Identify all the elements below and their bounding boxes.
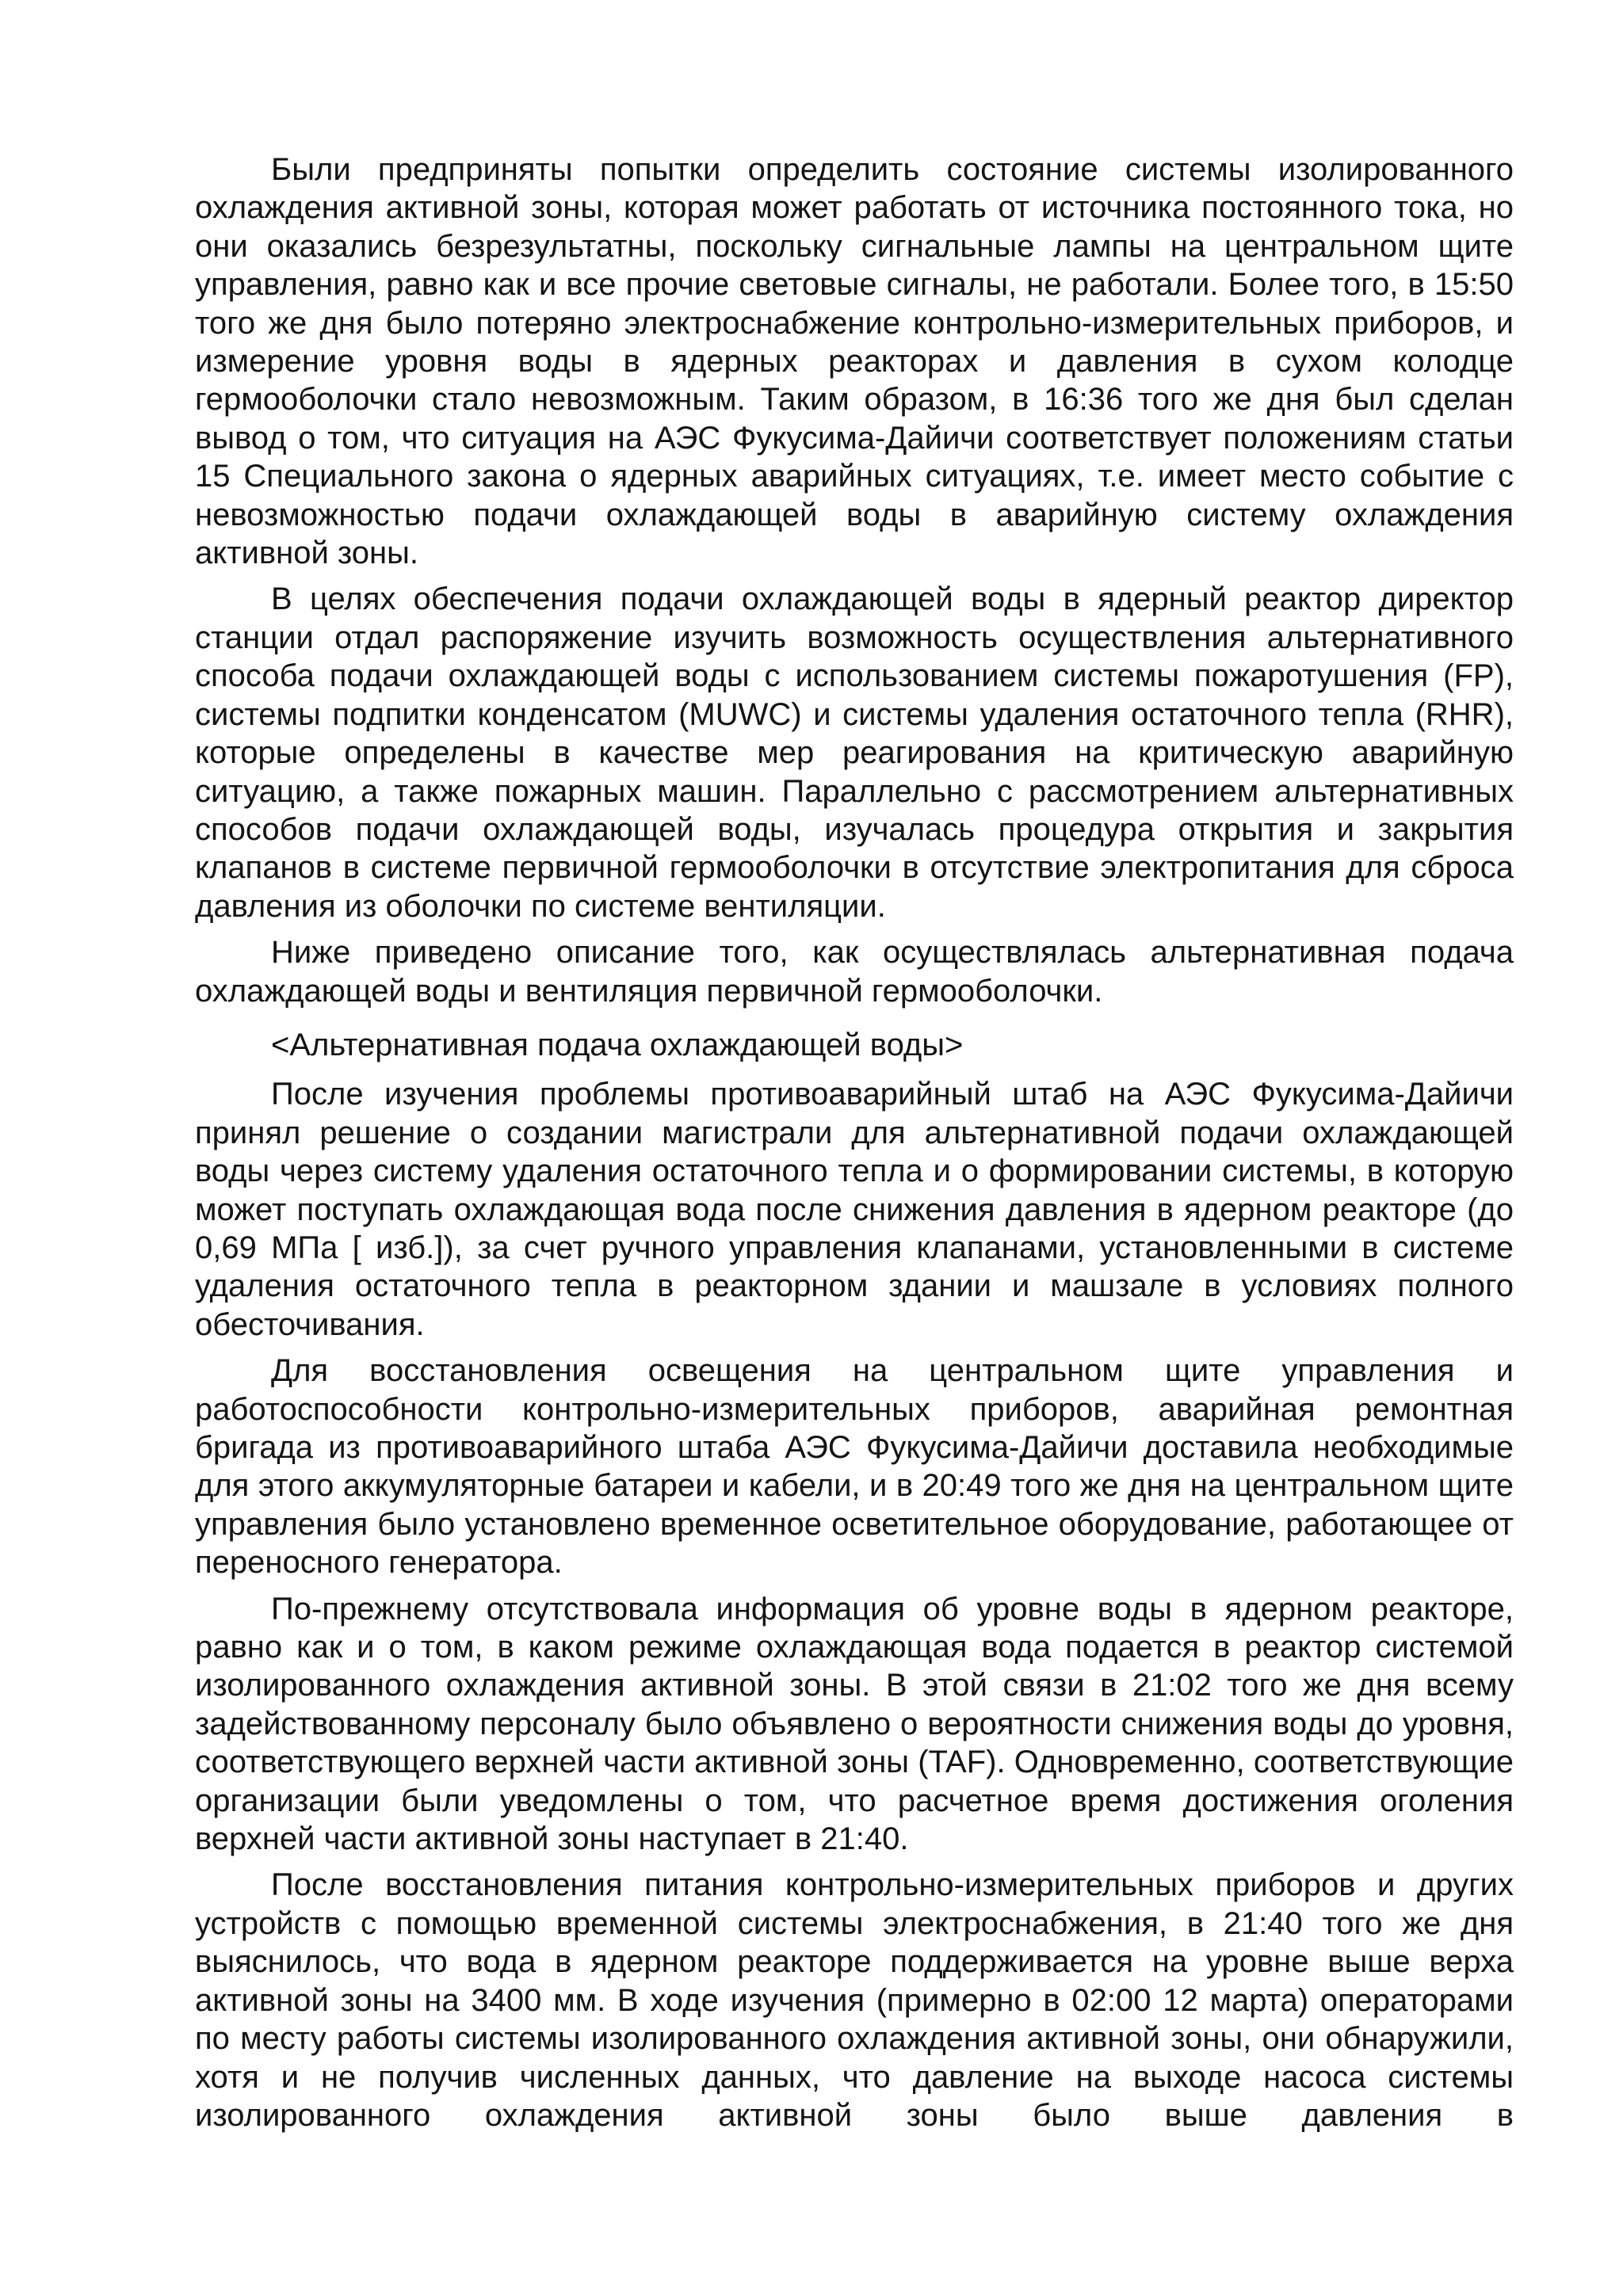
paragraph-lighting-restoration: Для восстановления освещения на центральном щите управления и работоспособности контрольно-измерительных приборов, аварийная ремонтная бригада из противоаварийного штаба АЭС Фукусима-Дайичи доставила необходимые для этого аккумуляторные батареи и кабели, и в 20:49 того же дня на центральном щите управления было установлено временное осветительное оборудование, работающее от переносного генератора. — [195, 1353, 1514, 1581]
paragraph-rhr-line-decision: После изучения проблемы противоаварийный штаб на АЭС Фукусима-Дайичи принял решение о создании магистрали для альтернативной подачи охлаждающей воды через систему удаления остаточного тепла и о формировании системы, в которую может поступать охлаждающая вода после снижения давления в ядерном реакторе (до 0,69 МПа [ изб.]), за счет ручного управления клапанами, установленными в системе удаления остаточного тепла в реакторном здании и машзале в условиях полного обесточивания. — [195, 1077, 1514, 1342]
paragraph-description-intro: Ниже приведено описание того, как осуществлялась альтернативная подача охлаждающей воды и вентиляция первичной гермооболочки. — [195, 935, 1514, 1009]
paragraph-water-level-unknown: По-прежнему отсутствовала информация об уровне воды в ядерном реакторе, равно как и о том, в каком режиме охлаждающая вода подается в реактор системой изолированного охлаждения активной зоны. В этой связи в 21:02 того же дня всему задействованному персоналу было объявлено о вероятности снижения воды до уровня, соответствующего верхней части активной зоны (TAF). Одновременно, соответствующие организации были уведомлены о том, что расчетное время достижения оголения верхней части активной зоны наступает в 21:40. — [195, 1591, 1514, 1857]
document-body — [195, 151, 1514, 2142]
paragraph-alternative-water-supply-order: В целях обеспечения подачи охлаждающей воды в ядерный реактор директор станции отдал распоряжение изучить возможность осуществления альтернативного способа подачи охлаждающей воды с использованием системы пожаротушения (FP), системы подпитки конденсатом (MUWC) и системы удаления остаточного тепла (RHR), которые определены в качестве мер реагирования на критическую аварийную ситуацию, а также пожарных машин. Параллельно с рассмотрением альтернативных способов подачи охлаждающей воды, изучалась процедура открытия и закрытия клапанов в системе первичной гермооболочки в отсутствие электропитания для сброса давления из оболочки по системе вентиляции. — [195, 582, 1514, 924]
section-heading: <Альтернативная подача охлаждающей воды> — [271, 1027, 964, 1062]
paragraph-power-restored: После восстановления питания контрольно-измерительных приборов и других устройств с помощью временной системы электроснабжения, в 21:40 того же дня выяснилось, что вода в ядерном реакторе поддерживается на уровне выше верха активной зоны на 3400 мм. В ходе изучения (примерно в 02:00 12 марта) операторами по месту работы системы изолированного охлаждения активной зоны, они обнаружили, хотя и не получив численных данных, что давление на выходе насоса системы изолированного охлаждения активной зоны было выше давления в — [195, 1867, 1514, 2133]
paragraph-isolation-cooling-status: Были предприняты попытки определить состояние системы изолированного охлаждения активной зоны, которая может работать от источника постоянного тока, но они оказались безрезультатны, поскольку сигнальные лампы на центральном щите управления, равно как и все прочие световые сигналы, не работали. Более того, в 15:50 того же дня было потеряно электроснабжение контрольно-измерительных приборов, и измерение уровня воды в ядерных реакторах и давления в сухом колодце гермооболочки стало невозможным. Таким образом, в 16:36 того же дня был сделан вывод о том, что ситуация на АЭС Фукусима-Дайичи соответствует положениям статьи 15 Специального закона о ядерных аварийных ситуациях, т.е. имеет место событие с невозможностью подачи охлаждающей воды в аварийную систему охлаждения активной зоны. — [195, 152, 1514, 571]
